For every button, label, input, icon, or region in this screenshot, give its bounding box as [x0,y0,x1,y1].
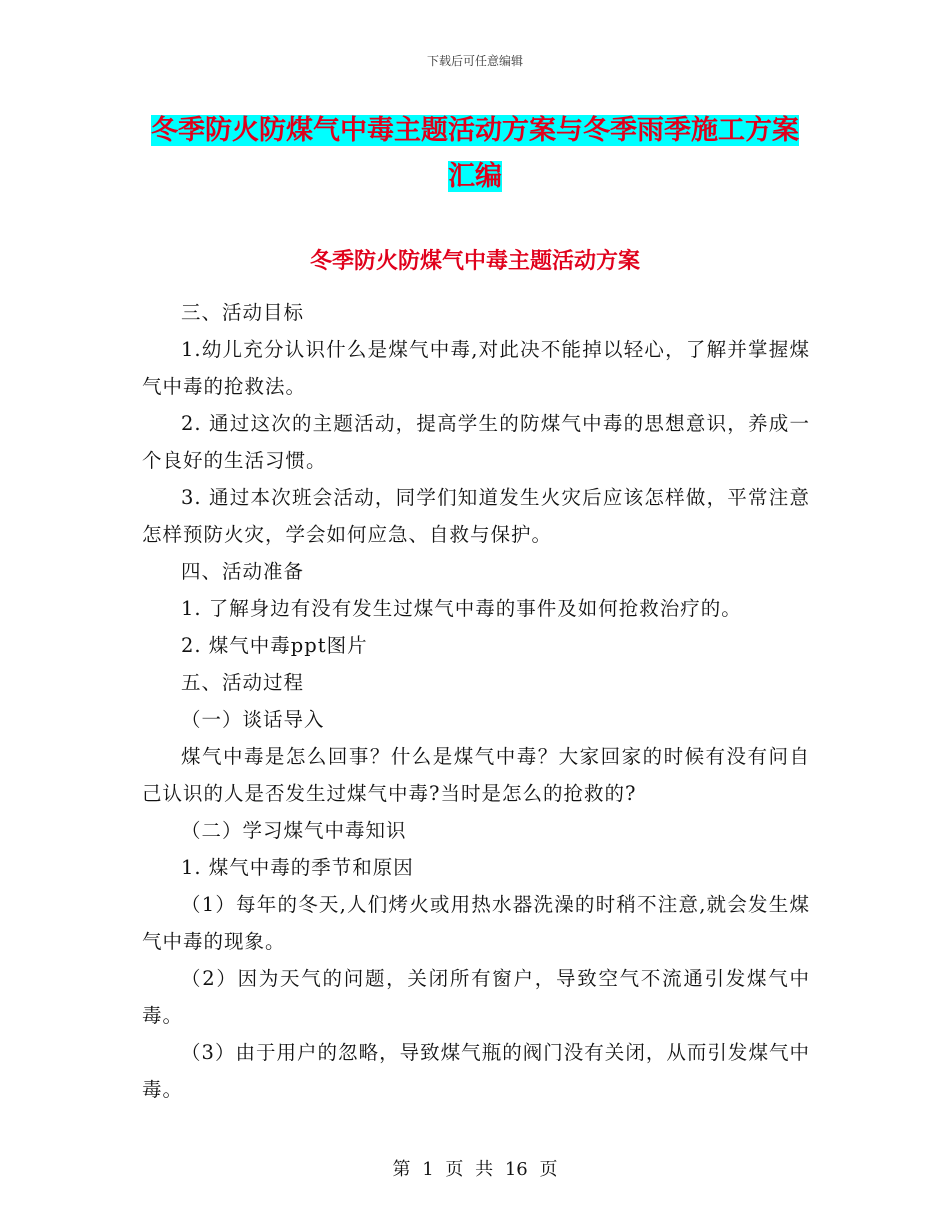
paragraph: 3. 通过本次班会活动，同学们知道发生火灾后应该怎样做，平常注意怎样预防火灾，学会如何应急、自救与保护。 [142,486,810,546]
paragraph: 五、活动过程 [181,671,305,694]
paragraph: 2. 通过这次的主题活动，提高学生的防煤气中毒的思想意识，养成一个良好的生活习惯。 [142,412,810,472]
paragraph: （二）学习煤气中毒知识 [181,819,407,842]
section-title: 冬季防火防煤气中毒主题活动方案 [309,249,640,274]
paragraph: 1.幼儿充分认识什么是煤气中毒,对此决不能掉以轻心，了解并掌握煤气中毒的抢救法。 [142,338,810,398]
document-body [142,294,810,1108]
paragraph: （2）因为天气的问题，关闭所有窗户，导致空气不流通引发煤气中毒。 [142,967,810,1027]
paragraph: （一）谈话导入 [181,708,325,731]
main-title-highlight: 冬季防火防煤气中毒主题活动方案与冬季雨季施工方案汇编 [151,115,799,192]
document-main-title [140,108,810,200]
paragraph: （1）每年的冬天,人们烤火或用热水器洗澡的时稍不注意,就会发生煤气中毒的现象。 [142,893,810,953]
paragraph: 2. 煤气中毒ppt图片 [181,634,368,657]
paragraph: （3）由于用户的忽略，导致煤气瓶的阀门没有关闭，从而引发煤气中毒。 [142,1041,810,1101]
page-header-note: 下载后可任意编辑 [426,54,523,68]
paragraph: 1. 了解身边有没有发生过煤气中毒的事件及如何抢救治疗的。 [181,597,742,620]
page-footer: 第 1 页 共 16 页 [392,1159,558,1180]
paragraph: 三、活动目标 [181,301,305,324]
paragraph: 1. 煤气中毒的季节和原因 [181,856,414,879]
paragraph: 四、活动准备 [181,560,305,583]
paragraph: 煤气中毒是怎么回事？什么是煤气中毒？大家回家的时候有没有问自己认识的人是否发生过煤气中毒?当时是怎么的抢救的? [142,745,810,805]
